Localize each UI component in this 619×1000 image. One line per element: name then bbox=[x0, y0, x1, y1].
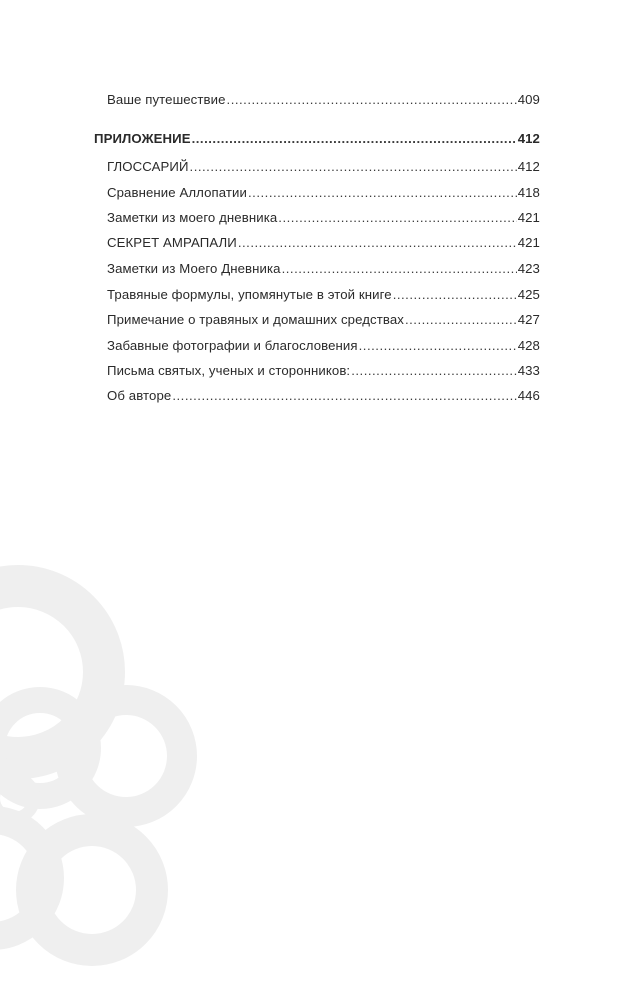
dot-leader bbox=[248, 185, 517, 200]
dot-leader bbox=[238, 235, 517, 250]
toc-entry-page: 428 bbox=[517, 338, 540, 353]
toc-entry[interactable] bbox=[107, 312, 540, 334]
toc-entry-label: Заметки из Моего Дневника bbox=[107, 261, 281, 276]
dot-leader bbox=[282, 261, 517, 276]
toc-section-page: 412 bbox=[517, 131, 540, 146]
dot-leader bbox=[405, 312, 517, 327]
toc-entry[interactable] bbox=[107, 261, 540, 283]
dot-leader bbox=[172, 388, 516, 403]
toc-entry-label: Заметки из моего дневника bbox=[107, 210, 278, 225]
dot-leader bbox=[393, 287, 517, 302]
dot-leader bbox=[192, 131, 517, 146]
toc-entry-label: Сравнение Аллопатии bbox=[107, 185, 247, 200]
toc-entry-page: 409 bbox=[517, 92, 540, 107]
toc-entry[interactable] bbox=[107, 159, 540, 181]
interlocking-rings-ornament-icon bbox=[0, 560, 200, 1000]
toc-entry-page: 421 bbox=[517, 235, 540, 250]
toc-entry[interactable] bbox=[107, 235, 540, 257]
toc-entry-label: Ваше путешествие bbox=[107, 92, 226, 107]
dot-leader bbox=[359, 338, 517, 353]
toc-entry-label: ГЛОССАРИЙ bbox=[107, 159, 189, 174]
toc-entry-label: Примечание о травяных и домашних средствах bbox=[107, 312, 404, 327]
toc-entry-label: Об авторе bbox=[107, 388, 172, 403]
toc-entry-label: Забавные фотографии и благословения bbox=[107, 338, 358, 353]
dot-leader bbox=[278, 210, 516, 225]
toc-entry-page: 425 bbox=[517, 287, 540, 302]
toc-entry[interactable] bbox=[107, 388, 540, 410]
dot-leader bbox=[227, 92, 517, 107]
toc-entry-page: 412 bbox=[517, 159, 540, 174]
toc-entry[interactable] bbox=[107, 363, 540, 385]
toc-entry-page: 427 bbox=[517, 312, 540, 327]
dot-leader bbox=[351, 363, 516, 378]
toc-entry-your-journey[interactable] bbox=[107, 92, 540, 114]
toc-entry-page: 423 bbox=[517, 261, 540, 276]
toc-entry[interactable] bbox=[107, 210, 540, 232]
toc-section-label: ПРИЛОЖЕНИЕ bbox=[94, 131, 191, 146]
toc-entry[interactable] bbox=[107, 185, 540, 207]
toc-entry-label: СЕКРЕТ АМРАПАЛИ bbox=[107, 235, 237, 250]
toc-entry-page: 433 bbox=[517, 363, 540, 378]
toc-entry-page: 446 bbox=[517, 388, 540, 403]
toc-entry-page: 421 bbox=[517, 210, 540, 225]
toc-entry-label: Травяные формулы, упомянутые в этой книге bbox=[107, 287, 392, 302]
toc-entry-page: 418 bbox=[517, 185, 540, 200]
toc-entry[interactable] bbox=[107, 338, 540, 360]
dot-leader bbox=[190, 159, 517, 174]
toc-section-appendix[interactable] bbox=[94, 131, 540, 153]
toc-entry-label: Письма святых, ученых и сторонников: bbox=[107, 363, 351, 378]
toc-entry[interactable] bbox=[107, 287, 540, 309]
